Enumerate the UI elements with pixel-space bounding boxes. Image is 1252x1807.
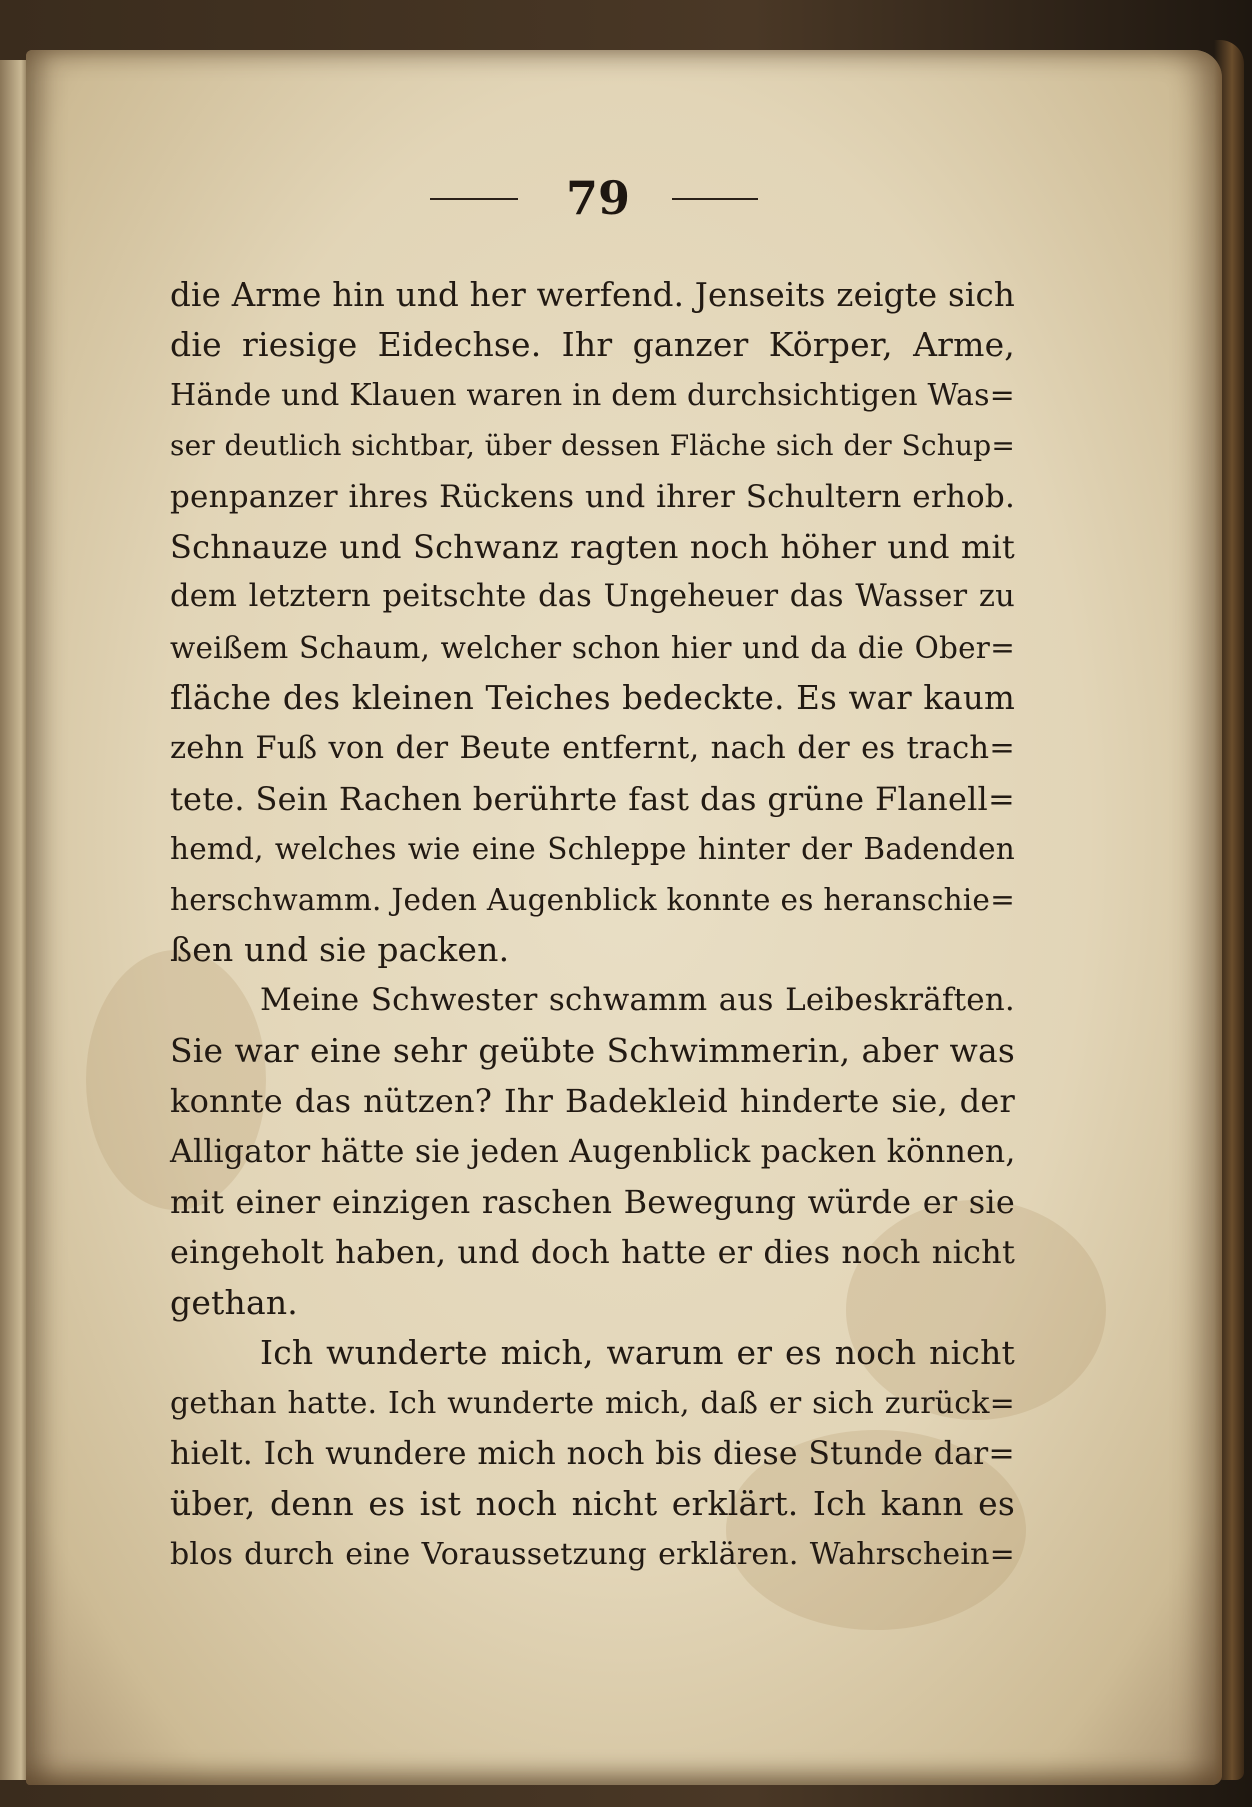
text-line: Alligator hätte sie jeden Augenblick packen können,: [170, 1133, 1016, 1170]
text-line: herschwamm. Jeden Augenblick konnte es heranschie=: [170, 882, 1015, 917]
text-line: konnte das nützen? Ihr Badekleid hinderte sie, der: [170, 1082, 1015, 1121]
text-line: fläche des kleinen Teiches bedeckte. Es war kaum: [170, 679, 1015, 718]
text-line: tete. Sein Rachen berührte fast das grüne Flanell=: [170, 779, 1015, 818]
text-line: eingeholt haben, und doch hatte er dies noch nicht: [170, 1233, 1015, 1272]
header-rule-left: [430, 198, 518, 200]
page-number: 79: [565, 171, 630, 225]
text-line: weißem Schaum, welcher schon hier und da die Ober=: [170, 630, 1015, 665]
text-line: blos durch eine Voraussetzung erklären. Wahrschein=: [170, 1536, 1015, 1572]
header-rule-right: [672, 198, 758, 200]
body-text: [170, 270, 1015, 1580]
text-line: über, denn es ist noch nicht erklärt. Ich kann es: [170, 1484, 1015, 1524]
text-line: die riesige Eidechse. Ihr ganzer Körper, Arme,: [170, 325, 1015, 365]
text-line: die Arme hin und her werfend. Jenseits zeigte sich: [170, 276, 1015, 314]
text-line: Schnauze und Schwanz ragten noch höher und mit: [170, 527, 1015, 566]
text-line: penpanzer ihres Rückens und ihrer Schultern erhob.: [170, 478, 1015, 515]
text-line: gethan hatte. Ich wunderte mich, daß er sich zurück=: [170, 1385, 1015, 1421]
text-line: zehn Fuß von der Beute entfernt, nach der es trach=: [170, 730, 1015, 766]
text-line-paragraph-start: Meine Schwester schwamm aus Leibeskräften.: [260, 982, 1015, 1019]
text-line: dem letztern peitschte das Ungeheuer das Wasser zu: [170, 579, 1015, 615]
text-line: Hände und Klauen waren in dem durchsichtigen Was=: [170, 377, 1015, 413]
text-line: hemd, welches wie eine Schleppe hinter der Badenden: [170, 832, 1015, 867]
text-line: ser deutlich sichtbar, über dessen Fläche sich der Schup=: [170, 429, 1015, 463]
text-line: ßen und sie packen.: [170, 930, 510, 970]
page-header: [0, 168, 1252, 228]
text-line: Sie war eine sehr geübte Schwimmerin, aber was: [170, 1030, 1015, 1070]
text-line-paragraph-start: Ich wunderte mich, warum er es noch nicht: [260, 1333, 1015, 1373]
text-line: hielt. Ich wundere mich noch bis diese Stunde dar=: [170, 1435, 1015, 1472]
text-line: mit einer einzigen raschen Bewegung würde er sie: [170, 1183, 1015, 1222]
text-line: gethan.: [170, 1282, 298, 1322]
page-right-edge: [1214, 40, 1244, 1780]
